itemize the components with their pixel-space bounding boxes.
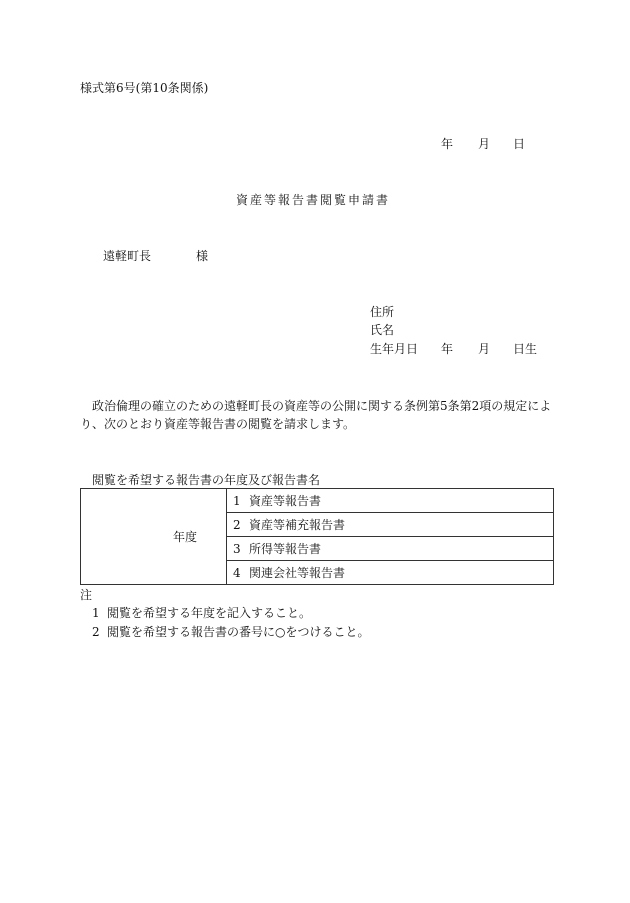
table-row — [81, 489, 554, 513]
note-item — [92, 625, 369, 639]
report-option-1 — [227, 489, 554, 513]
report-option-2 — [227, 513, 554, 537]
body-text-line: 政治倫理の確立のための遠軽町長の資産等の公開に関する条例第5条第2項の規定によ — [92, 399, 552, 413]
note-number: 1 — [92, 606, 100, 620]
year-cell — [81, 489, 227, 585]
addressee-honorific: 様 — [196, 249, 209, 263]
form-number: 様式第6号(第10条関係) — [80, 81, 209, 95]
date-year-label: 年 — [441, 137, 454, 151]
report-name: 資産等補充報告書 — [249, 517, 346, 532]
date-month-label: 月 — [478, 137, 491, 151]
birth-month-label: 月 — [478, 342, 491, 356]
report-name: 関連会社等報告書 — [249, 565, 346, 580]
notes-heading: 注 — [80, 588, 93, 602]
report-number: 3 — [233, 541, 241, 556]
birth-year-label: 年 — [441, 342, 454, 356]
birth-day-label: 日生 — [513, 342, 538, 356]
note-number: 2 — [92, 625, 100, 639]
date-day-label: 日 — [513, 137, 526, 151]
addressee-name: 遠軽町長 — [103, 249, 152, 263]
report-name: 資産等報告書 — [249, 493, 322, 508]
report-selection-table — [80, 488, 554, 585]
applicant-address-label: 住所 — [370, 305, 395, 319]
applicant-birthdate-label: 生年月日 — [370, 342, 419, 356]
report-number: 2 — [233, 517, 241, 532]
note-text: 閲覧を希望する年度を記入すること。 — [107, 606, 312, 620]
applicant-name-label: 氏名 — [370, 323, 395, 337]
table-caption: 閲覧を希望する報告書の年度及び報告書名 — [92, 473, 321, 487]
year-label: 年度 — [173, 529, 198, 544]
report-name: 所得等報告書 — [249, 541, 322, 556]
report-option-3 — [227, 537, 554, 561]
report-option-4 — [227, 561, 554, 585]
report-number: 4 — [233, 565, 241, 580]
note-text: 閲覧を希望する報告書の番号に○をつけること。 — [107, 625, 370, 639]
report-number: 1 — [233, 493, 241, 508]
note-item — [92, 606, 311, 620]
body-text-line: り、次のとおり資産等報告書の閲覧を請求します。 — [80, 417, 356, 431]
document-title: 資産等報告書閲覧申請書 — [236, 193, 391, 207]
